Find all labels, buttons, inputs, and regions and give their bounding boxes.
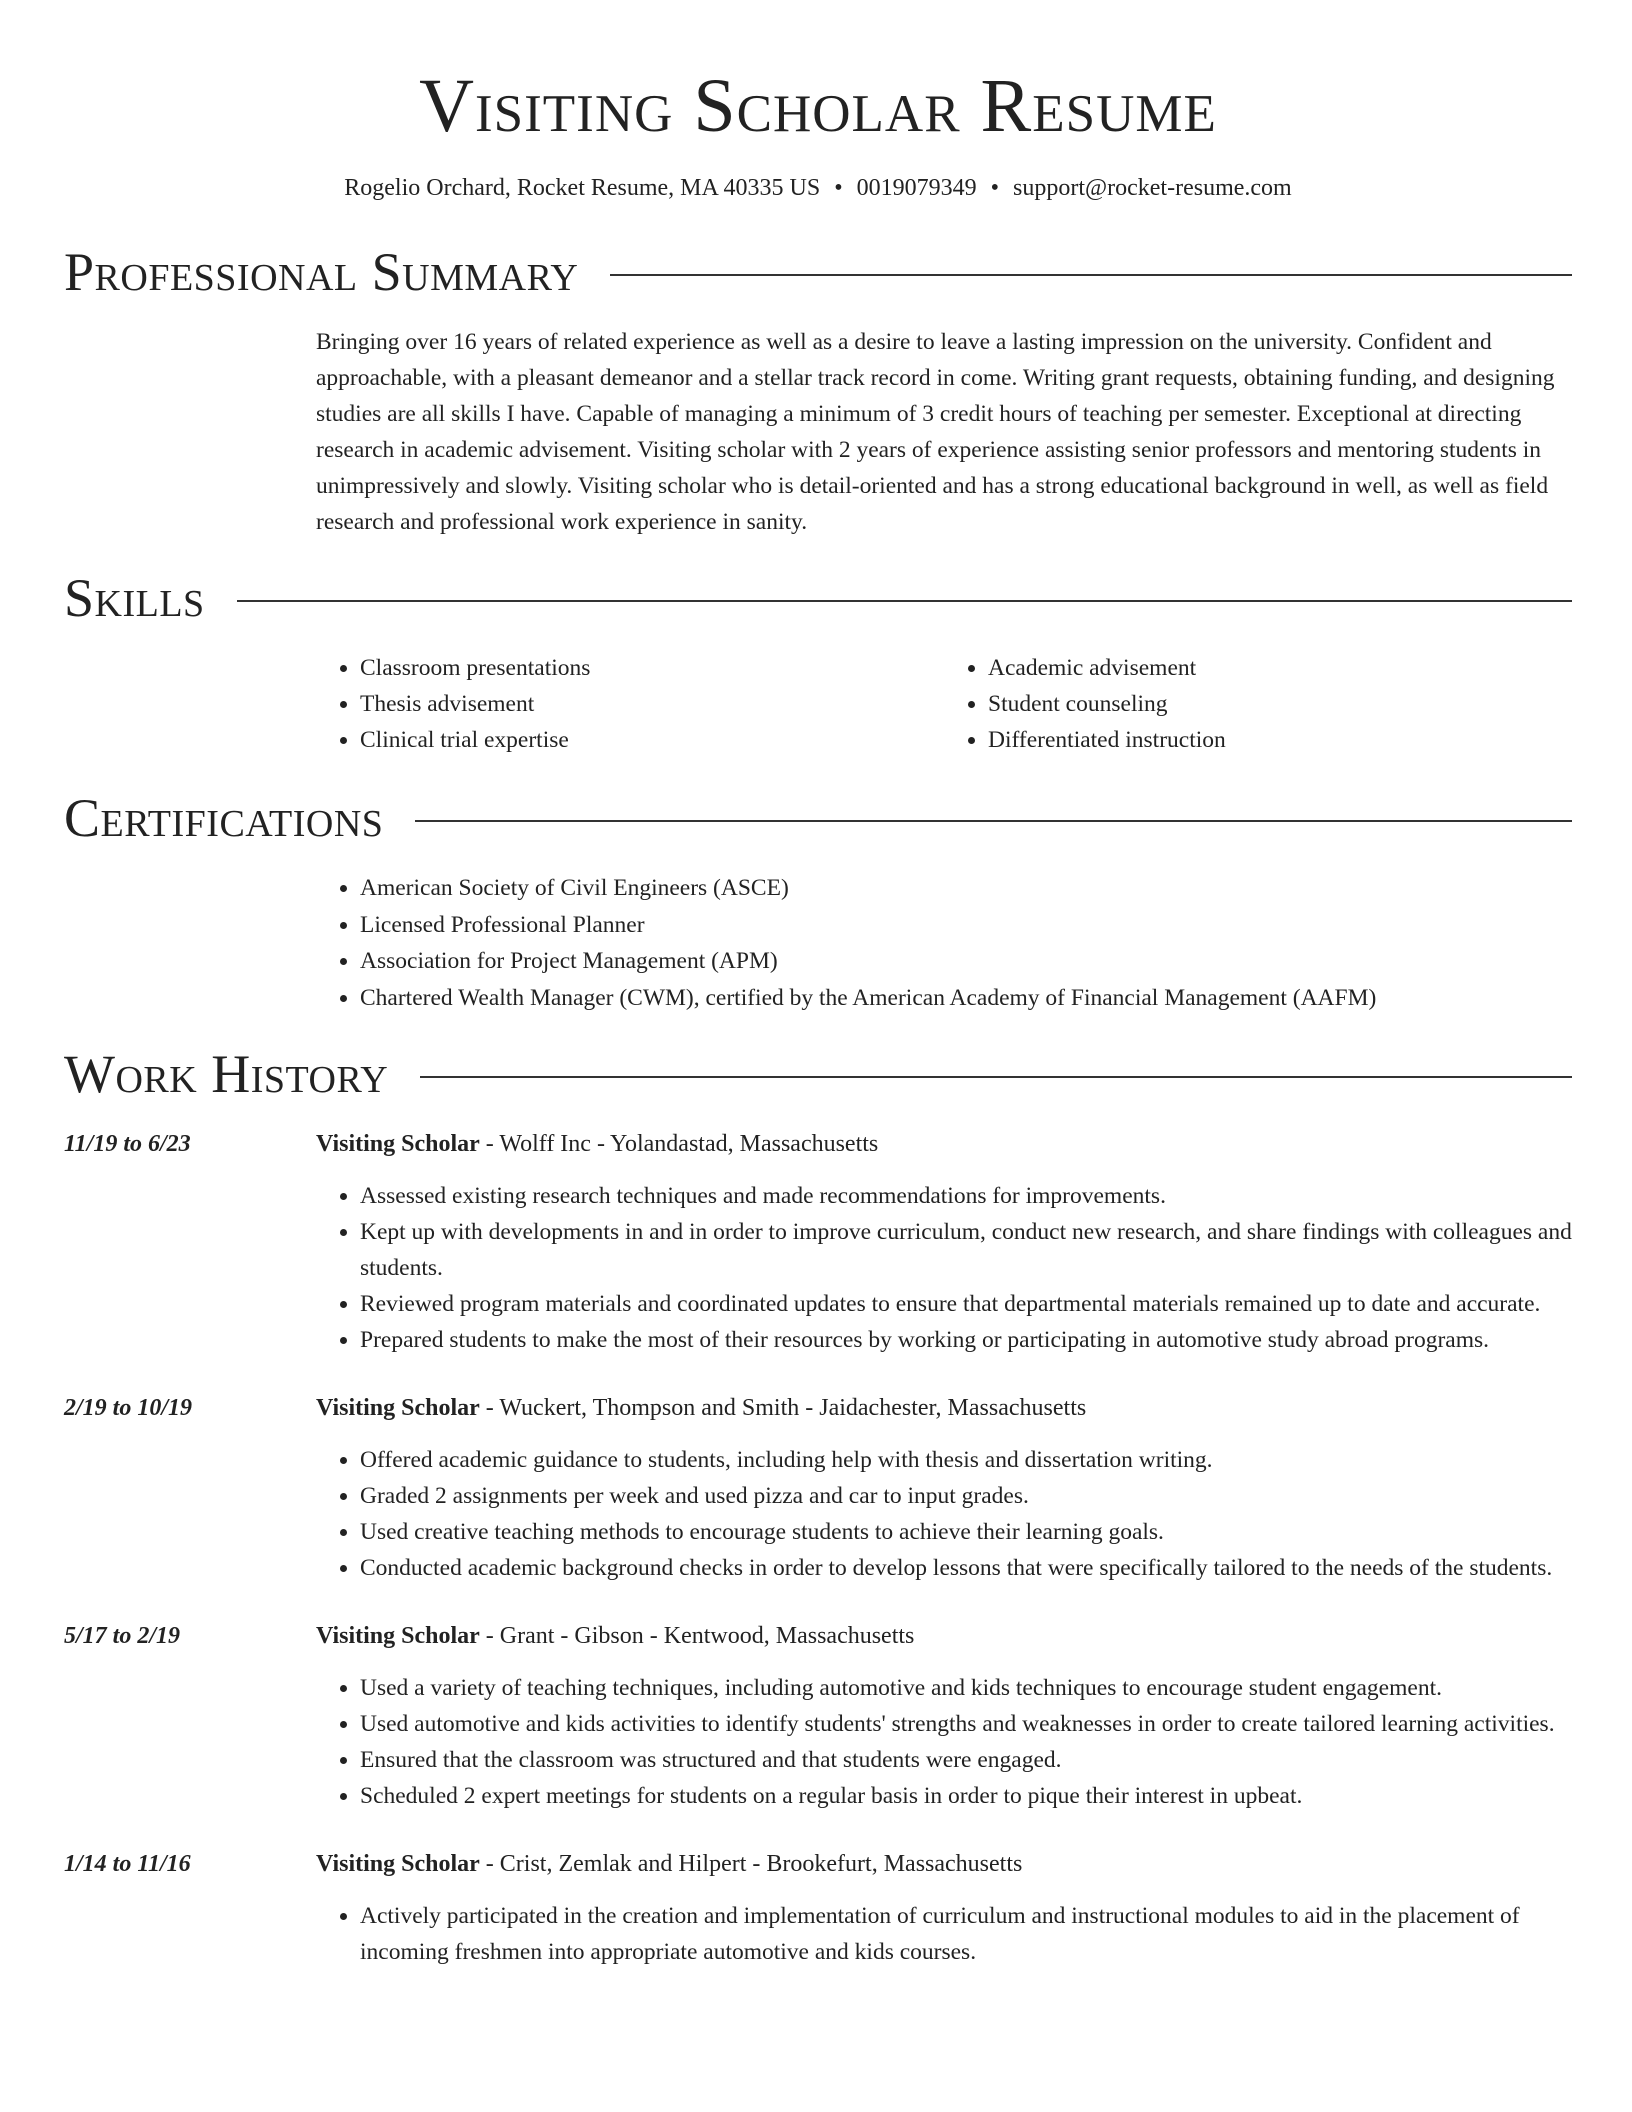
section-professional-summary (64, 242, 1572, 540)
certifications-list (316, 870, 1572, 1016)
section-header (64, 788, 1572, 848)
certification-item: • Licensed Professional Planner (360, 907, 1572, 944)
section-header (64, 1044, 1572, 1104)
job-bullet: • Used automotive and kids activities to identify students' strengths and weaknesses in order to create tailored learning activities. (360, 1706, 1572, 1742)
job-bullet: • Kept up with developments in and in order to improve curriculum, conduct new research, and share findings with colleagues and students. (360, 1214, 1572, 1286)
skill-item: • Thesis advisement (360, 686, 944, 722)
contact-phone: 0019079349 (856, 175, 977, 201)
job-employer-location: - Wolff Inc - Yolandastad, Massachusetts (479, 1131, 879, 1157)
job-bullet: • Actively participated in the creation and implementation of curriculum and instructional modules to aid in the placement of incoming freshmen into appropriate automotive and kids courses. (360, 1898, 1572, 1970)
section-header (64, 242, 1572, 302)
job-title: Visiting Scholar (316, 1623, 480, 1649)
contact-separator: • (834, 175, 843, 201)
contact-email: support@rocket-resume.com (1013, 175, 1292, 201)
job-employer-location: - Crist, Zemlak and Hilpert - Brookefurt, Massachusetts (479, 1851, 1023, 1877)
job-dates: 11/19 to 6/23 (64, 1131, 191, 1157)
section-divider (237, 600, 1572, 602)
job-entry (64, 1846, 1572, 1970)
job-employer-location: - Wuckert, Thompson and Smith - Jaidachester, Massachusetts (479, 1395, 1087, 1421)
certification-item: • Association for Project Management (APM) (360, 943, 1572, 980)
skills-columns (316, 650, 1572, 758)
skill-item: • Student counseling (988, 686, 1572, 722)
job-heading (316, 1390, 1572, 1426)
job-bullets (316, 1442, 1572, 1586)
section-divider (420, 1076, 1572, 1078)
skills-list-right (944, 650, 1572, 758)
job-bullets (316, 1898, 1572, 1970)
skills-list-left (316, 650, 944, 758)
job-entry (64, 1126, 1572, 1358)
certification-item: • Chartered Wealth Manager (CWM), certified by the American Academy of Financial Management (AAFM) (360, 980, 1572, 1017)
section-certifications (64, 788, 1572, 1016)
job-bullet: • Conducted academic background checks in order to develop lessons that were specifically tailored to the needs of the students. (360, 1550, 1572, 1586)
section-skills (64, 568, 1572, 758)
job-body (316, 1846, 1572, 1970)
resume-title: Visiting Scholar Resume (419, 64, 1217, 148)
job-bullet: • Used a variety of teaching techniques, including automotive and kids techniques to encourage student engagement. (360, 1670, 1572, 1706)
skill-item: • Academic advisement (988, 650, 1572, 686)
section-work-history (64, 1044, 1572, 1970)
job-bullet: • Reviewed program materials and coordinated updates to ensure that departmental materials remained up to date and accurate. (360, 1286, 1572, 1322)
job-bullet: • Assessed existing research techniques and made recommendations for improvements. (360, 1178, 1572, 1214)
job-heading (316, 1846, 1572, 1882)
section-divider (415, 820, 1572, 822)
job-heading (316, 1126, 1572, 1162)
job-title: Visiting Scholar (316, 1851, 480, 1877)
job-employer-location: - Grant - Gibson - Kentwood, Massachusetts (479, 1623, 915, 1649)
job-bullet: • Graded 2 assignments per week and used pizza and car to input grades. (360, 1478, 1572, 1514)
section-header (64, 568, 1572, 628)
job-dates: 2/19 to 10/19 (64, 1395, 193, 1421)
job-bullets (316, 1178, 1572, 1358)
job-bullet: • Ensured that the classroom was structured and that students were engaged. (360, 1742, 1572, 1778)
section-heading: Certifications (64, 788, 384, 848)
certifications-block (316, 870, 1572, 1016)
job-title: Visiting Scholar (316, 1131, 480, 1157)
contact-separator: • (990, 175, 1000, 201)
job-bullet: • Prepared students to make the most of their resources by working or participating in automotive study abroad programs. (360, 1322, 1572, 1358)
skill-item: • Classroom presentations (360, 650, 944, 686)
section-heading: Skills (64, 568, 205, 628)
job-body (316, 1618, 1572, 1814)
skill-item: • Differentiated instruction (988, 722, 1572, 758)
job-heading (316, 1618, 1572, 1654)
skill-item: • Clinical trial expertise (360, 722, 944, 758)
certification-item: • American Society of Civil Engineers (ASCE) (360, 870, 1572, 907)
job-bullets (316, 1670, 1572, 1814)
section-heading: Professional Summary (64, 242, 579, 302)
job-body (316, 1390, 1572, 1586)
job-title: Visiting Scholar (316, 1395, 480, 1421)
job-dates: 5/17 to 2/19 (64, 1623, 181, 1649)
job-bullet: • Offered academic guidance to students, including help with thesis and dissertation writing. (360, 1442, 1572, 1478)
job-bullet: • Used creative teaching methods to encourage students to achieve their learning goals. (360, 1514, 1572, 1550)
job-dates: 1/14 to 11/16 (64, 1851, 191, 1877)
section-heading: Work History (64, 1044, 389, 1104)
summary-text: Bringing over 16 years of related experience as well as a desire to leave a lasting impression on the university. Confident and approachable, with a pleasant demeanor and a stellar track record in come. Writing grant requests, obtaining funding, and designing studies are all skills I have. Capable of managing a minimum of 3 credit hours of teaching per semester. Exceptional at directing research in academic advisement. Visiting scholar with 2 years of experience assisting senior professors and mentoring students in unimpressively and slowly. Visiting scholar who is detail-oriented and has a strong educational background in well, as well as field research and professional work experience in sanity. (316, 329, 1555, 535)
job-entry (64, 1390, 1572, 1586)
contact-line (64, 172, 1572, 204)
section-divider (610, 274, 1572, 276)
job-bullet: • Scheduled 2 expert meetings for students on a regular basis in order to pique their interest in upbeat. (360, 1778, 1572, 1814)
job-body (316, 1126, 1572, 1358)
job-entry (64, 1618, 1572, 1814)
contact-address: Rogelio Orchard, Rocket Resume, MA 40335 US (344, 175, 821, 201)
